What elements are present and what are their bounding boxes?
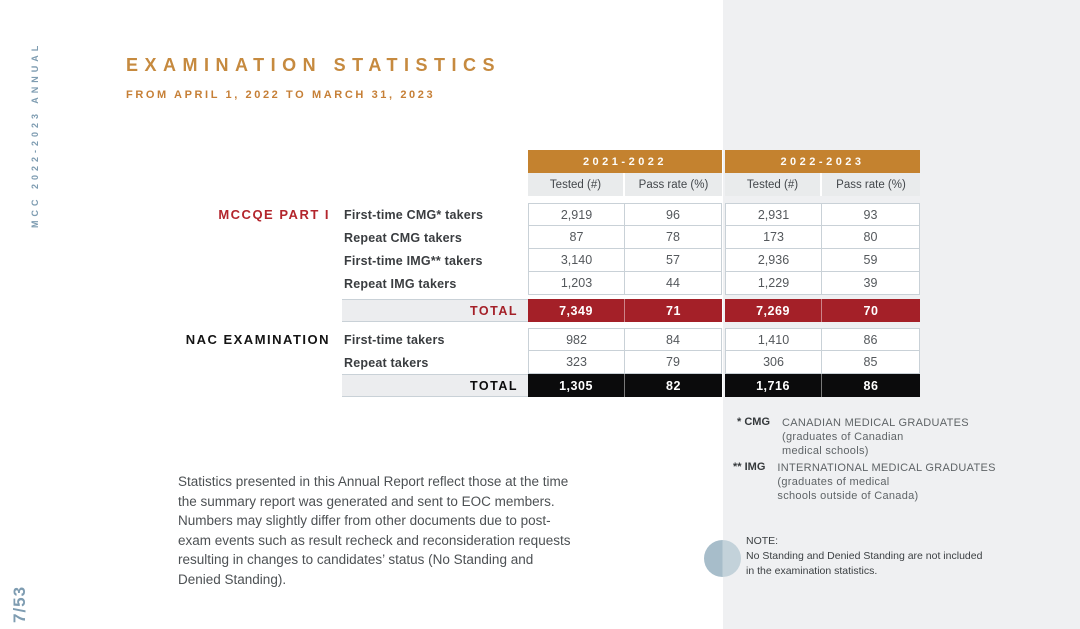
footnote-img-line: (graduates of medical (777, 476, 890, 488)
total-label: TOTAL (342, 299, 528, 322)
cell-tested-2022: 2,936 (725, 249, 822, 272)
table-row (154, 249, 920, 272)
page-title: EXAMINATION STATISTICS (126, 55, 501, 75)
total-tested-2022: 1,716 (725, 374, 822, 397)
table-year-header-row (154, 150, 920, 173)
table-row (154, 328, 920, 351)
note-line: No Standing and Denied Standing are not included (746, 550, 983, 562)
total-tested-2021: 7,349 (528, 299, 625, 322)
table-row (154, 226, 920, 249)
footnote-cmg-line: CANADIAN MEDICAL GRADUATES (782, 417, 969, 429)
cell-tested-2022: 1,410 (725, 328, 822, 351)
cell-tested-2021: 2,919 (528, 203, 625, 226)
note-line: in the examination statistics. (746, 565, 878, 577)
empty-cell (154, 173, 342, 196)
page-subtitle: FROM APRIL 1, 2022 TO MARCH 31, 2023 (126, 89, 436, 101)
total-passrate-2022: 86 (822, 374, 920, 397)
row-label: First-time IMG** takers (344, 253, 483, 268)
report-vertical-label: MCC 2022-2023 ANNUAL (30, 41, 40, 228)
cell-passrate-2021: 44 (625, 272, 722, 295)
cell-passrate-2021: 84 (625, 328, 722, 351)
table-subheader-row (154, 173, 920, 196)
exam-statistics-table (154, 150, 920, 397)
page-number: 7/53 (10, 585, 29, 623)
cell-passrate-2022: 93 (822, 203, 920, 226)
cell-tested-2022: 1,229 (725, 272, 822, 295)
empty-cell (342, 150, 528, 173)
cell-tested-2021: 982 (528, 328, 625, 351)
table-spacer (154, 196, 920, 203)
empty-cell (154, 150, 342, 173)
column-header-passrate-2: Pass rate (%) (822, 173, 920, 196)
section-label-mccqe-part-1: MCCQE PART I (218, 207, 330, 222)
footnote-cmg-line: (graduates of Canadian (782, 431, 904, 443)
total-tested-2022: 7,269 (725, 299, 822, 322)
note-block (746, 534, 982, 579)
total-passrate-2021: 71 (625, 299, 722, 322)
column-header-tested-2: Tested (#) (725, 173, 822, 196)
cell-passrate-2022: 86 (822, 328, 920, 351)
statistics-disclaimer-paragraph: Statistics presented in this Annual Report reflect those at the time the summary report was generated and sent to EOC members. Numbers may slightly differ from other documents due to post-exam events such as result recheck and reconsideration requests resulting in changes to candidates’ status (No Standing and Denied Standing). (178, 474, 571, 587)
cell-passrate-2021: 79 (625, 351, 722, 374)
table-total-row-nac (154, 374, 920, 397)
cell-tested-2021: 3,140 (528, 249, 625, 272)
total-tested-2021: 1,305 (528, 374, 625, 397)
cell-tested-2021: 1,203 (528, 272, 625, 295)
table-row (154, 203, 920, 226)
decorative-circle (704, 540, 741, 577)
table-row (154, 272, 920, 295)
cell-passrate-2022: 85 (822, 351, 920, 374)
footnote-cmg-marker: * CMG (737, 416, 770, 428)
year-header-2021-2022: 2021-2022 (528, 150, 722, 173)
cell-passrate-2021: 78 (625, 226, 722, 249)
table-total-row-mccqe (154, 299, 920, 322)
cell-passrate-2021: 96 (625, 203, 722, 226)
table-row (154, 351, 920, 374)
cell-passrate-2022: 59 (822, 249, 920, 272)
cell-tested-2022: 306 (725, 351, 822, 374)
year-header-2022-2023: 2022-2023 (725, 150, 920, 173)
note-label: NOTE: (746, 535, 779, 547)
footnote-img-line: schools outside of Canada) (777, 490, 919, 502)
row-label: First-time takers (344, 332, 445, 347)
footnote-img-marker: ** IMG (733, 461, 766, 473)
column-header-tested-1: Tested (#) (528, 173, 625, 196)
footnote-img (733, 461, 996, 503)
cell-tested-2022: 2,931 (725, 203, 822, 226)
cell-passrate-2022: 39 (822, 272, 920, 295)
row-label: Repeat CMG takers (344, 230, 463, 245)
footnote-img-line: INTERNATIONAL MEDICAL GRADUATES (777, 462, 996, 474)
cell-tested-2022: 173 (725, 226, 822, 249)
row-label: First-time CMG* takers (344, 207, 484, 222)
total-passrate-2021: 82 (625, 374, 722, 397)
section-label-nac-examination: NAC EXAMINATION (185, 332, 330, 347)
total-label: TOTAL (342, 374, 528, 397)
footnote-cmg-line: medical schools) (782, 445, 869, 457)
row-label: Repeat takers (344, 355, 429, 370)
row-label: Repeat IMG takers (344, 276, 457, 291)
cell-passrate-2021: 57 (625, 249, 722, 272)
cell-tested-2021: 87 (528, 226, 625, 249)
empty-cell (342, 173, 528, 196)
cell-tested-2021: 323 (528, 351, 625, 374)
footnote-cmg (737, 416, 969, 458)
column-header-passrate-1: Pass rate (%) (625, 173, 722, 196)
cell-passrate-2022: 80 (822, 226, 920, 249)
total-passrate-2022: 70 (822, 299, 920, 322)
